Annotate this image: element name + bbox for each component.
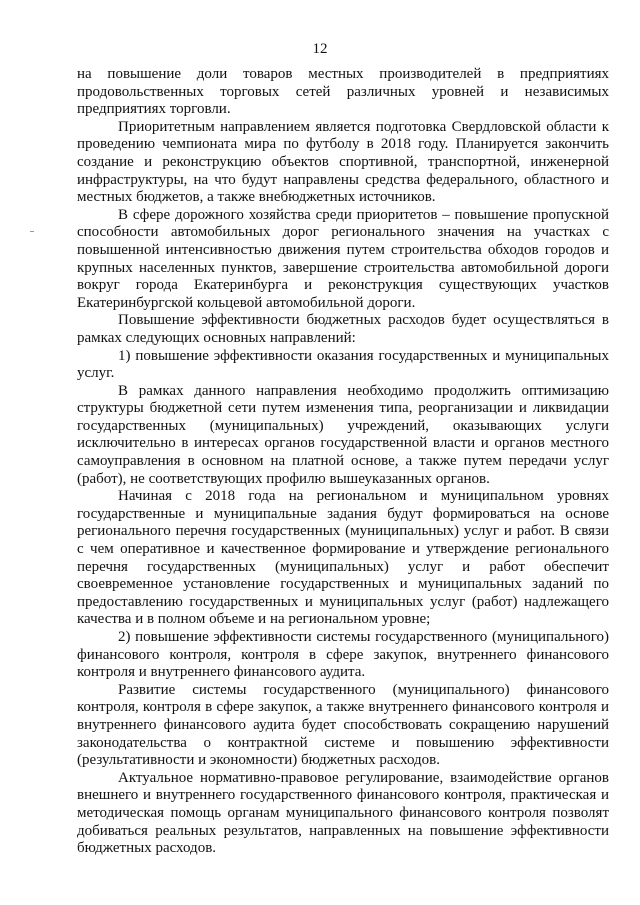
paragraph-optimization: В рамках данного направления необходимо продолжить оптимизацию структуры бюджетной сети путем изменения типа, реорганизации и ликвидации государственных (муниципальных) учреждений, оказывающих услуги исключительно в интересах органов государственной власти и органов местного самоуправления в основном на платной основе, а также путем передачи услуг (работ), не соответствующих профилю вышеуказанных органов.	[77, 382, 609, 487]
margin-mark	[30, 231, 34, 232]
paragraph-control-development: Развитие системы государственного (муниципального) финансового контроля, контроля в сфере закупок, а также внутреннего финансового контроля и внутреннего финансового аудита будет способствовать сокращению нарушений законодательства о контрактной системе и повышению эффективности (результативности и экономности) бюджетных расходов.	[77, 681, 609, 769]
paragraph-continuation: на повышение доли товаров местных производителей в предприятиях продовольственных торговых сетей различных уровней и независимых предприятиях торговли.	[77, 66, 609, 118]
paragraph-2018-tasks: Начиная с 2018 года на региональном и муниципальном уровнях государственные и муниципальные задания будут формироваться на основе регионального перечня государственных (муниципальных) услуг и работ. В связи с чем оперативное и качественное формирование и утверждение регионального перечня государственных (муниципальных) услуг и работ обеспечит своевременное установление государственных и муниципальных заданий по предоставлению государственных и муниципальных услуг (работ) надлежащего качества и в полном объеме и на региональном уровне;	[77, 488, 609, 628]
paragraph-item-2: 2) повышение эффективности системы государственного (муниципального) финансового контроля, контроля в сфере закупок, внутреннего финансового контроля и внутреннего финансового аудита.	[77, 629, 609, 681]
paragraph-budget-efficiency: Повышение эффективности бюджетных расходов будет осуществляться в рамках следующих основных направлений:	[77, 312, 609, 346]
paragraph-regulation: Актуальное нормативно-правовое регулирование, взаимодействие органов внешнего и внутреннего государственного финансового контроля, практическая и методическая помощь органам муниципального финансового контроля позволят добиваться реальных результатов, направленных на повышение эффективности бюджетных расходов.	[77, 769, 609, 857]
body-text	[77, 66, 609, 858]
paragraph-road-economy: В сфере дорожного хозяйства среди приоритетов – повышение пропускной способности автомобильных дорог регионального значения на участках с повышенной интенсивностью движения путем строительства обходов городов и крупных населенных пунктов, завершение строительства автомобильной дороги вокруг города Екатеринбурга и реконструкция существующих участков Екатеринбургской кольцевой автомобильной дороги.	[77, 206, 609, 311]
paragraph-item-1: 1) повышение эффективности оказания государственных и муниципальных услуг.	[77, 347, 609, 382]
paragraph-world-cup: Приоритетным направлением является подготовка Свердловской области к проведению чемпионата мира по футболу в 2018 году. Планируется закончить создание и реконструкцию объектов спортивной, транспортной, инженерной инфраструктуры, на что будут направлены средства федерального, областного и местных бюджетов, а также внебюджетных источников.	[77, 118, 609, 206]
page-number: 12	[312, 41, 328, 57]
